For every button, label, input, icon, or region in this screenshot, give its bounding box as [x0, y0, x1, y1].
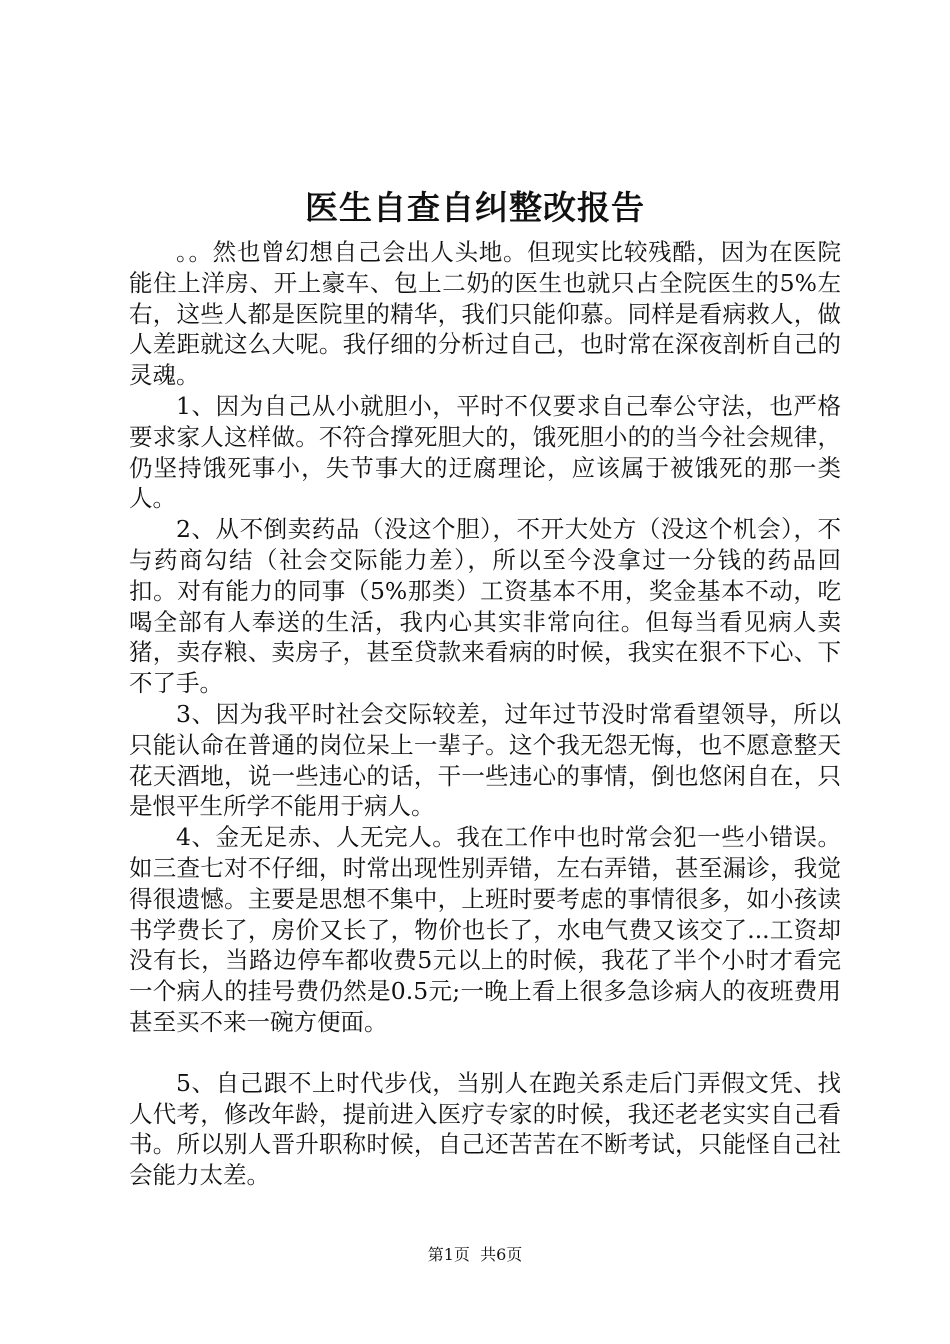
page-footer: 第1页 共6页 — [427, 1245, 523, 1264]
document-title: 医生自查自纠整改报告 — [305, 188, 645, 227]
paragraph-item-2: 2、从不倒卖药品（没这个胆），不开大处方（没这个机会），不与药商勾结（社会交际能力差），所以至今没拿过一分钱的药品回扣。对有能力的同事（5%那类）工资基本不用，奖金基本不动，吃喝全部有人奉送的生活，我内心其实非常向往。但每当看见病人卖猪，卖存粮、卖房子，甚至贷款来看病的时候，我实在狠不下心、下不了手。 — [129, 515, 841, 698]
document-body — [129, 237, 841, 1191]
paragraph-item-4: 4、金无足赤、人无完人。我在工作中也时常会犯一些小错误。如三查七对不仔细，时常出现性别弄错，左右弄错，甚至漏诊，我觉得很遗憾。主要是思想不集中，上班时要考虑的事情很多，如小孩读书学费长了，房价又长了，物价也长了，水电气费又该交了...工资却没有长，当路边停车都收费5元以上的时候，我花了半个小时才看完一个病人的挂号费仍然是0.5元;一晚上看上很多急诊病人的夜班费用甚至买不来一碗方便面。 — [129, 823, 841, 1036]
paragraph-item-5: 5、自己跟不上时代步伐，当别人在跑关系走后门弄假文凭、找人代考，修改年龄，提前进入医疗专家的时候，我还老老实实自己看书。所以别人晋升职称时候，自己还苦苦在不断考试，只能怪自己社会能力太差。 — [129, 1068, 841, 1190]
paragraph-item-3: 3、因为我平时社会交际较差，过年过节没时常看望领导，所以只能认命在普通的岗位呆上一辈子。这个我无怨无悔，也不愿意整天花天酒地，说一些违心的话，干一些违心的事情，倒也悠闲自在，只是恨平生所学不能用于病人。 — [129, 699, 841, 821]
paragraph-intro: 。。然也曾幻想自己会出人头地。但现实比较残酷，因为在医院能住上洋房、开上豪车、包上二奶的医生也就只占全院医生的5%左右，这些人都是医院里的精华，我们只能仰慕。同样是看病救人，做人差距就这么大呢。我仔细的分析过自己，也时常在深夜剖析自己的灵魂。 — [129, 238, 841, 390]
paragraph-item-1: 1、因为自己从小就胆小，平时不仅要求自己奉公守法，也严格要求家人这样做。不符合撑死胆大的，饿死胆小的的当今社会规律，仍坚持饿死事小，失节事大的迂腐理论，应该属于被饿死的那一类人。 — [129, 391, 841, 513]
